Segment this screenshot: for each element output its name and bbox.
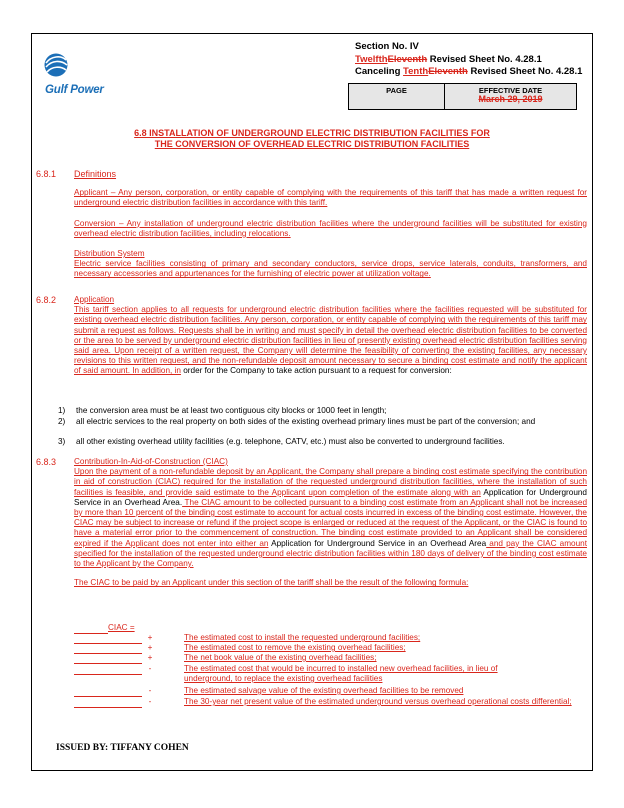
ciac-formula-intro: The CIAC to be paid by an Applicant under this section of the tariff shall be the result of the following formula:: [74, 578, 469, 588]
formula-operator: +: [147, 653, 153, 662]
formula-term-text: The estimated salvage value of the existing overhead facilities to be removed: [184, 686, 464, 695]
section-number-683: 6.8.3: [36, 457, 57, 467]
section-number-682: 6.8.2: [36, 295, 57, 305]
definition-ds-text: Electric service facilities consisting of primary and secondary conductors, service drops, service laterals, conduits, transformers, and necessary accessories and appurtenances for the furnishing of electric power at utilization voltage.: [74, 259, 587, 279]
formula-label: CIAC =: [108, 623, 135, 632]
canceling-rest: Revised Sheet No. 4.28.1: [467, 66, 583, 77]
section-number: Section No. IV: [355, 41, 419, 52]
canceling-new: Tenth: [403, 66, 429, 77]
effective-date-cell: [445, 84, 576, 109]
list-item-number: 1): [58, 406, 66, 415]
gulf-power-logo: [45, 48, 155, 108]
canceling-old: Eleventh: [428, 66, 468, 77]
ciac-paragraph: [74, 467, 587, 569]
formula-leader: [74, 664, 142, 675]
application-text: [74, 305, 587, 376]
section-682: [74, 295, 587, 377]
formula-operator: -: [148, 697, 152, 706]
formula-term-text: The estimated cost that would be incurred to installed new overhead facilities, in lieu of underground, to replace the existing overhead facilities: [184, 664, 498, 683]
section-683: [74, 457, 587, 588]
formula-term-text: The 30-year net present value of the estimated underground versus overhead operational costs differential;: [184, 697, 572, 706]
revision-new: Twelfth: [355, 53, 388, 65]
canceling-sheet-line: [355, 66, 582, 79]
list-item-text: all electric services to the real property on both sides of the existing overhead primary lines must be part of the conversion; and: [76, 417, 536, 426]
issued-by: ISSUED BY: TIFFANY COHEN: [56, 743, 189, 753]
formula-term-text: The estimated cost to install the requested underground facilities;: [184, 633, 421, 642]
section-number-681: 6.8.1: [36, 169, 57, 179]
title-line-2: THE CONVERSION OF OVERHEAD ELECTRIC DISTRIBUTION FACILITIES: [154, 139, 470, 149]
sheet-header: [355, 41, 582, 79]
ciac-text-c: The CIAC amount to be collected pursuant to a binding cost estimate from an Applicant shall not be increased by more than 10 percent of the binding cost estimate to account for actual costs incurred in excess of the binding cost estimate. However, the CIAC may be subject to increase or refund if the project scope is enlarged or reduced at the request of the Applicant, or the CIAC is found to have a material error prior to the commencement of construction. The binding cost estimate provided to an Applicant shall be considered expired if the Applicant does not enter into either an: [74, 497, 588, 548]
formula-term-text: The net book value of the existing overhead facilities;: [184, 653, 377, 662]
page-label: PAGE: [349, 84, 445, 109]
formula-leader: [74, 686, 142, 697]
revised-sheet-line: [355, 54, 582, 67]
definition-applicant: Applicant – Any person, corporation, or entity capable of complying with the requirements of this tariff that has made a written request for underground electric distribution facilities in accordance with this tariff.: [74, 188, 587, 208]
formula-leader: [74, 653, 142, 664]
application-text-new: This tariff section applies to all requests for underground electric distribution facilities where the facilities requested will be substituted for existing overhead electric distribution facilities. Any person, corporation, or entity capable of complying with the requirements of this tariff may submit a request as follows. Requests shall be in writing and must specify in detail the overhead electric distribution facilities to be converted or the area to be served by underground electric distribution facilities in lieu of presently existing overhead electric distribution facilities serving said area. Upon receipt of a written request, the Company will determine the feasibility of converting the existing facilities, any necessary revisions to this written request, and the non-refundable deposit amount necessary to secure a binding cost estimate and notify the applicant of said amount. In addition, in: [74, 305, 587, 376]
formula-leader: [74, 697, 142, 708]
definitions-heading: Definitions: [74, 169, 117, 179]
effective-date-label: EFFECTIVE DATE: [478, 86, 543, 95]
list-item-number: 2): [58, 417, 66, 426]
application-text-old: order for the Company to take action pursuant to a request for conversion:: [180, 366, 452, 376]
revision-rest: Revised Sheet No. 4.28.1: [427, 53, 542, 65]
title-line-1: 6.8 INSTALLATION OF UNDERGROUND ELECTRIC DISTRIBUTION FACILITIES FOR: [134, 128, 490, 138]
ciac-heading: Contribution-In-Aid-of-Construction (CIAC): [74, 457, 228, 466]
logo-mark-icon: [43, 50, 69, 84]
formula-operator: -: [148, 664, 152, 673]
list-item: [58, 437, 588, 447]
list-item: [58, 417, 588, 427]
revision-old: Eleventh: [387, 53, 428, 65]
ciac-text-e: and pay the CIAC amount specified for the installation of the requested underground electric distribution facilities within 180 days of delivery of the binding cost estimate to the Applicant by the Company.: [74, 538, 587, 569]
definition-conversion: Conversion – Any installation of underground electric distribution facilities where the underground facilities will be substituted for existing overhead electric distribution facilities, including relocations.: [74, 218, 587, 238]
ciac-text-b: Application for Underground Service in an Overhead Area.: [74, 487, 587, 507]
canceling-prefix: Canceling: [355, 66, 404, 77]
formula-term-text: The estimated cost to remove the existing overhead facilities;: [184, 643, 406, 652]
section-681: [74, 169, 587, 280]
ciac-text-a: Upon the payment of a non-refundable deposit by an Applicant, the Company shall prepare a binding cost estimate specifying the contribution in aid of construction (CIAC) required for the installation of the requested underground distribution facilities, where the installation of such facilities is feasible, and provide said estimate to the Applicant upon completion of the estimate along with an: [74, 467, 587, 497]
list-item-number: 3): [58, 437, 66, 446]
list-item-text: the conversion area must be at least two contiguous city blocks or 1000 feet in length;: [76, 406, 387, 415]
list-item: [58, 406, 588, 416]
formula-operator: +: [147, 633, 153, 642]
effective-date: March 29, 2019: [478, 94, 543, 104]
formula-operator: +: [147, 643, 153, 652]
list-item-text: all other existing overhead utility facilities (e.g. telephone, CATV, etc.) must also be converted to underground facilities.: [76, 437, 505, 446]
formula-operator: -: [148, 686, 152, 695]
page-info-box: [348, 83, 577, 110]
definition-ds-heading: Distribution System: [74, 249, 145, 259]
page-title: [32, 128, 592, 150]
ciac-text-d: Application for Underground Service in an Overhead Area: [268, 538, 487, 548]
logo-wordmark: Gulf Power: [45, 84, 104, 96]
application-heading: Application: [74, 295, 115, 304]
